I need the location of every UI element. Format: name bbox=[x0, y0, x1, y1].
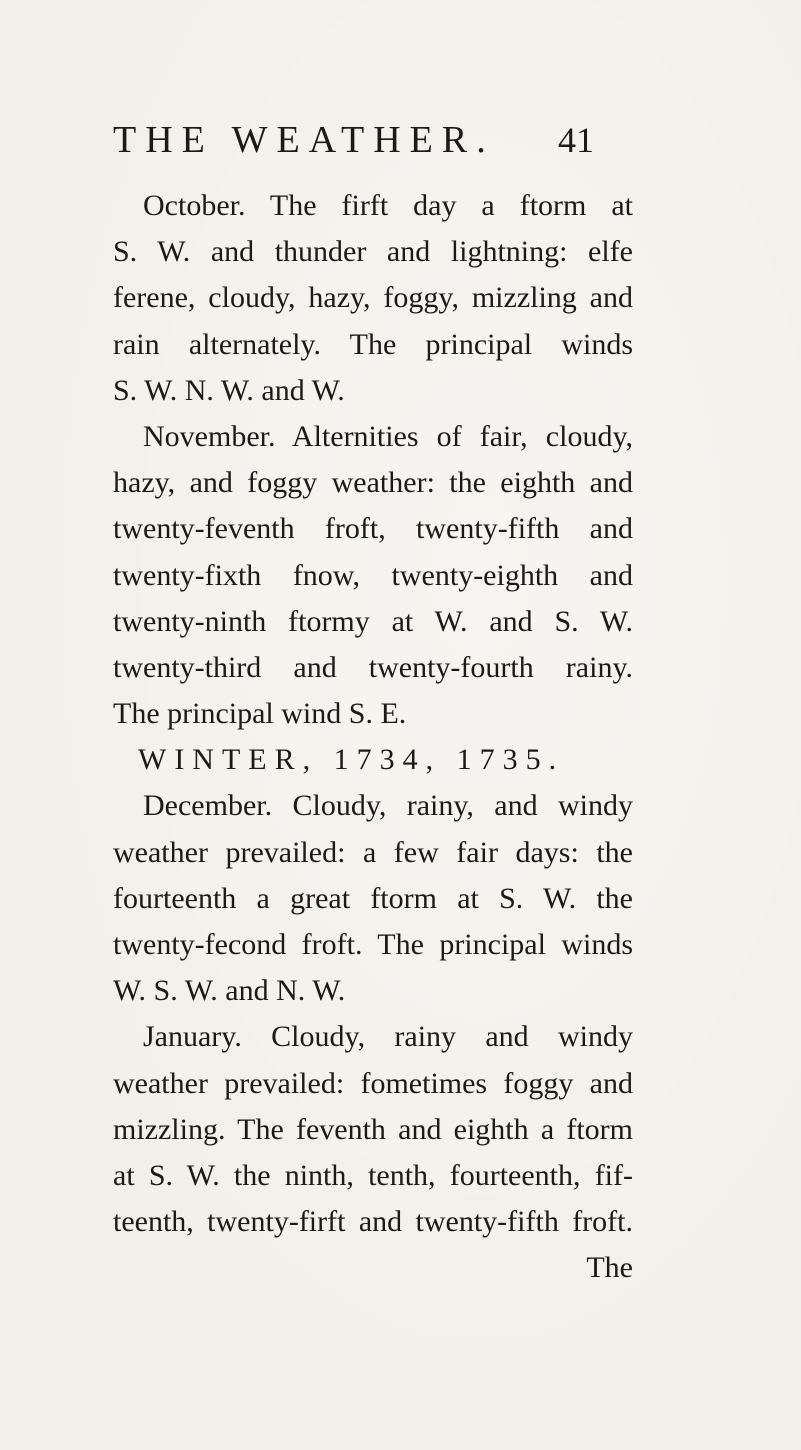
text-line: S. W. N. W. and W. bbox=[113, 373, 345, 407]
body-text bbox=[113, 183, 633, 1292]
text-line: S. W. and thunder and lightning: elfe bbox=[113, 235, 633, 269]
text-line: twenty-fixth fnow, twenty-eighth and bbox=[113, 558, 633, 592]
text-line: twenty-feventh froft, twenty-fifth and bbox=[113, 512, 633, 546]
text-line: weather prevailed: fometimes foggy and bbox=[113, 1066, 633, 1100]
text-line: The principal wind S. E. bbox=[113, 697, 407, 731]
catchword: The bbox=[586, 1251, 633, 1285]
text-line: January. Cloudy, rainy and windy bbox=[143, 1020, 633, 1054]
page-number: 41 bbox=[558, 120, 594, 160]
text-line: November. Alternities of fair, cloudy, bbox=[143, 419, 633, 453]
text-line: rain alternately. The principal winds bbox=[113, 327, 633, 361]
text-line: fourteenth a great ftorm at S. W. the bbox=[113, 881, 633, 915]
text-line: at S. W. the ninth, tenth, fourteenth, fif- bbox=[113, 1158, 633, 1192]
section-heading: WINTER, 1734, 1735. bbox=[138, 743, 565, 777]
text-line: mizzling. The feventh and eighth a ftorm bbox=[113, 1112, 633, 1146]
text-line: ferene, cloudy, hazy, foggy, mizzling and bbox=[113, 281, 633, 315]
text-line: hazy, and foggy weather: the eighth and bbox=[113, 466, 633, 500]
text-line: October. The firft day a ftorm at bbox=[143, 189, 633, 222]
running-head: THE WEATHER. bbox=[113, 119, 495, 161]
text-line: twenty-ninth ftormy at W. and S. W. bbox=[113, 604, 633, 638]
text-line: teenth, twenty-firft and twenty-fifth froft. bbox=[113, 1205, 633, 1239]
text-line: weather prevailed: a few fair days: the bbox=[113, 835, 633, 869]
text-line: W. S. W. and N. W. bbox=[113, 974, 346, 1008]
page-header bbox=[113, 118, 613, 162]
text-line: twenty-fecond froft. The principal winds bbox=[113, 928, 633, 961]
text-line: December. Cloudy, rainy, and windy bbox=[143, 789, 633, 823]
text-line: twenty-third and twenty-fourth rainy. bbox=[113, 650, 633, 684]
